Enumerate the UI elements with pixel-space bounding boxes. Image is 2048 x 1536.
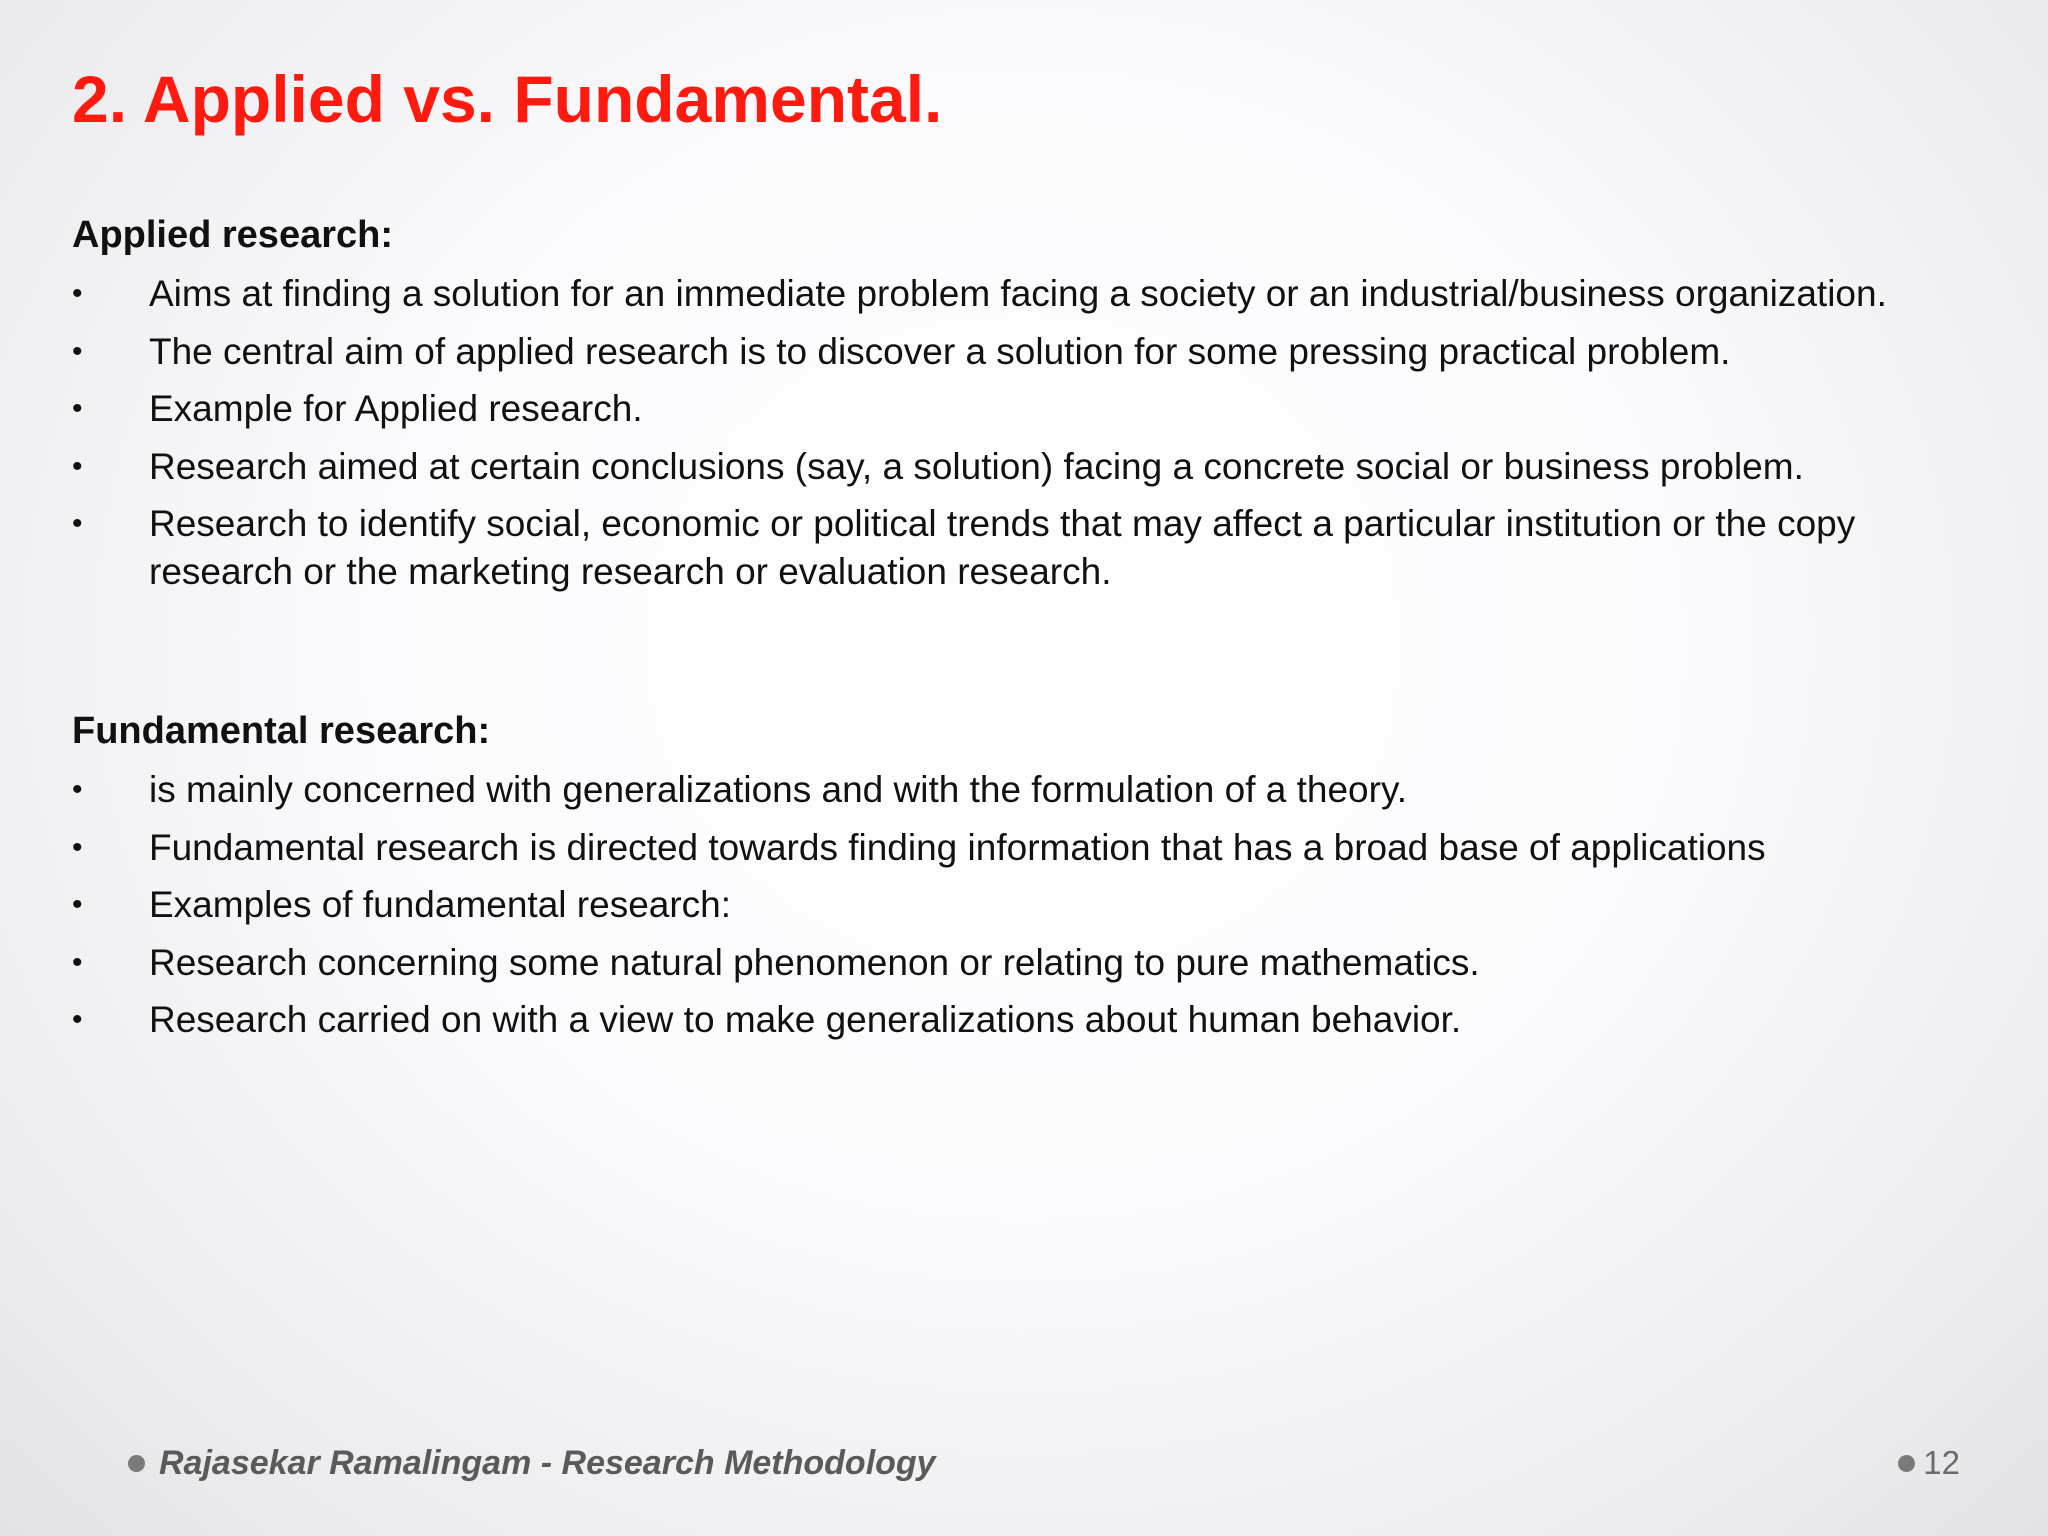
- bullet-icon: •: [72, 888, 83, 921]
- fundamental-research-section: [72, 708, 1972, 1054]
- bullet-text: is mainly concerned with generalizations and with the formulation of a theory.: [149, 769, 1407, 810]
- bullet-icon: •: [72, 1003, 83, 1036]
- bullet-icon: •: [72, 334, 83, 368]
- bullet-text: Research aimed at certain conclusions (say, a solution) facing a concrete social or business problem.: [149, 445, 1804, 487]
- footer-author-text: Rajasekar Ramalingam - Research Methodology: [159, 1444, 936, 1482]
- bullet-text: Research concerning some natural phenomenon or relating to pure mathematics.: [149, 941, 1480, 983]
- page-number: 12: [1923, 1444, 1960, 1481]
- list-item: [72, 500, 2009, 596]
- footer-author: [128, 1444, 936, 1483]
- bullet-text: Aims at finding a solution for an immediate problem facing a society or an industrial/business organization.: [149, 273, 1887, 314]
- list-item: [72, 766, 2009, 814]
- bullet-icon: •: [72, 830, 83, 864]
- section-heading-fundamental: Fundamental research:: [72, 710, 491, 752]
- footer-dot-icon: [128, 1455, 145, 1472]
- list-item: [72, 328, 2009, 376]
- list-item: [72, 939, 2009, 987]
- bullet-text: Example for Applied research.: [149, 388, 643, 429]
- bullet-text: Examples of fundamental research:: [149, 884, 732, 925]
- list-item: [72, 385, 2009, 433]
- bullet-icon: •: [72, 277, 83, 310]
- bullet-text: The central aim of applied research is to discover a solution for some pressing practical problem.: [149, 330, 1731, 372]
- bullet-list-fundamental: [72, 766, 1972, 1044]
- bullet-icon: •: [72, 507, 83, 540]
- applied-research-section: [72, 212, 1972, 606]
- list-item: [72, 881, 2009, 929]
- footer-page-dot-icon: [1898, 1455, 1915, 1472]
- bullet-icon: •: [72, 945, 83, 979]
- list-item: [72, 443, 2009, 491]
- section-heading-applied: Applied research:: [72, 214, 393, 256]
- bullet-text: Research to identify social, economic or political trends that may affect a particular institution or the copy research or the marketing research or evaluation research.: [149, 503, 1856, 592]
- footer-page: [1898, 1444, 1960, 1482]
- bullet-text: Fundamental research is directed towards finding information that has a broad base of applications: [149, 826, 1766, 868]
- list-item: [72, 824, 2009, 872]
- bullet-list-applied: [72, 270, 1972, 596]
- list-item: [72, 996, 2009, 1044]
- slide-title: 2. Applied vs. Fundamental.: [72, 62, 943, 136]
- bullet-icon: •: [72, 392, 83, 425]
- bullet-icon: •: [72, 449, 83, 483]
- bullet-icon: •: [72, 773, 83, 806]
- bullet-text: Research carried on with a view to make generalizations about human behavior.: [149, 999, 1462, 1040]
- list-item: [72, 270, 2009, 318]
